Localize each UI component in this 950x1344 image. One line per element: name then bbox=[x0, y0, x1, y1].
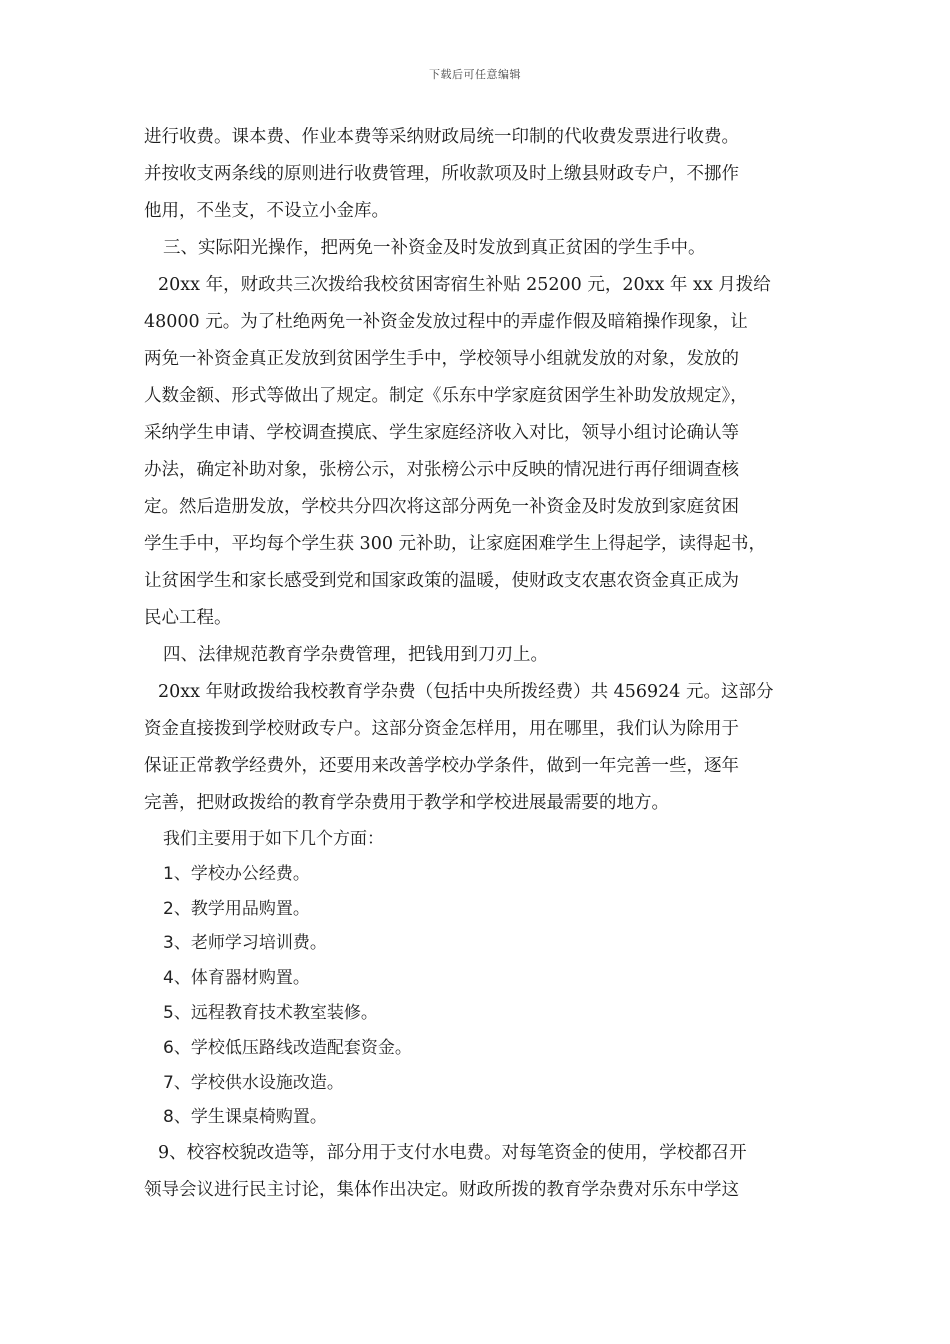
text-line: 20xx 年，财政共三次拨给我校贫困寄宿生补贴 25200 元，20xx 年 xx 月拨给 bbox=[158, 275, 771, 295]
paragraph-fee-collection bbox=[144, 119, 820, 230]
text-line: 他用，不坐支，不设立小金库。 bbox=[144, 201, 389, 221]
paragraph-subsidy bbox=[144, 267, 820, 637]
list-item: 8、学生课桌椅购置。 bbox=[163, 1107, 327, 1128]
list-intro: 我们主要用于如下几个方面： bbox=[163, 829, 384, 849]
usage-list bbox=[144, 857, 820, 1135]
text-line: 并按收支两条线的原则进行收费管理，所收款项及时上缴县财政专户，不挪作 bbox=[144, 164, 739, 184]
text-line: 民心工程。 bbox=[144, 608, 232, 628]
section-heading-3: 三、实际阳光操作，把两免一补资金及时发放到真正贫困的学生手中。 bbox=[163, 238, 706, 258]
text-line: 让贫困学生和家长感受到党和国家政策的温暖，使财政支农惠农资金真正成为 bbox=[144, 571, 739, 591]
text-line: 定。然后造册发放，学校共分四次将这部分两免一补资金及时发放到家庭贫困 bbox=[144, 497, 739, 517]
page-header: 下载后可任意编辑 bbox=[429, 68, 521, 81]
document-body bbox=[144, 119, 820, 1209]
text-line: 20xx 年财政拨给我校教育学杂费（包括中央所拨经费）共 456924 元。这部分 bbox=[158, 682, 774, 702]
list-item: 7、学校供水设施改造。 bbox=[163, 1072, 344, 1093]
text-line: 采纳学生申请、学校调查摸底、学生家庭经济收入对比，领导小组讨论确认等 bbox=[144, 423, 739, 443]
paragraph-campus bbox=[144, 1135, 820, 1209]
text-line: 48000 元。为了杜绝两免一补资金发放过程中的弄虚作假及暗箱操作现象，让 bbox=[144, 312, 748, 332]
text-line: 进行收费。课本费、作业本费等采纳财政局统一印制的代收费发票进行收费。 bbox=[144, 127, 739, 147]
text-line: 办法，确定补助对象，张榜公示，对张榜公示中反映的情况进行再仔细调查核 bbox=[144, 460, 739, 480]
list-item: 6、学校低压路线改造配套资金。 bbox=[163, 1037, 412, 1058]
text-line: 领导会议进行民主讨论，集体作出决定。财政所拨的教育学杂费对乐东中学这 bbox=[144, 1180, 739, 1201]
text-line: 9、校容校貌改造等，部分用于支付水电费。对每笔资金的使用，学校都召开 bbox=[158, 1143, 747, 1164]
text-line: 学生手中，平均每个学生获 300 元补助，让家庭困难学生上得起学，读得起书， bbox=[144, 534, 767, 554]
text-line: 保证正常教学经费外，还要用来改善学校办学条件，做到一年完善一些，逐年 bbox=[144, 756, 739, 776]
text-line: 资金直接拨到学校财政专户。这部分资金怎样用，用在哪里，我们认为除用于 bbox=[144, 719, 739, 739]
text-line: 人数金额、形式等做出了规定。制定《乐东中学家庭贫困学生补助发放规定》， bbox=[144, 386, 748, 406]
list-item: 2、教学用品购置。 bbox=[163, 898, 310, 919]
list-item: 3、老师学习培训费。 bbox=[163, 933, 327, 954]
text-line: 完善，把财政拨给的教育学杂费用于教学和学校进展最需要的地方。 bbox=[144, 793, 669, 813]
list-item: 1、学校办公经费。 bbox=[163, 863, 310, 884]
section-heading-4: 四、法律规范教育学杂费管理，把钱用到刀刃上。 bbox=[163, 645, 548, 665]
list-item: 4、体育器材购置。 bbox=[163, 968, 310, 989]
list-item: 5、远程教育技术教室装修。 bbox=[163, 1002, 378, 1023]
paragraph-tuition bbox=[144, 674, 820, 822]
text-line: 两免一补资金真正发放到贫困学生手中，学校领导小组就发放的对象，发放的 bbox=[144, 349, 739, 369]
